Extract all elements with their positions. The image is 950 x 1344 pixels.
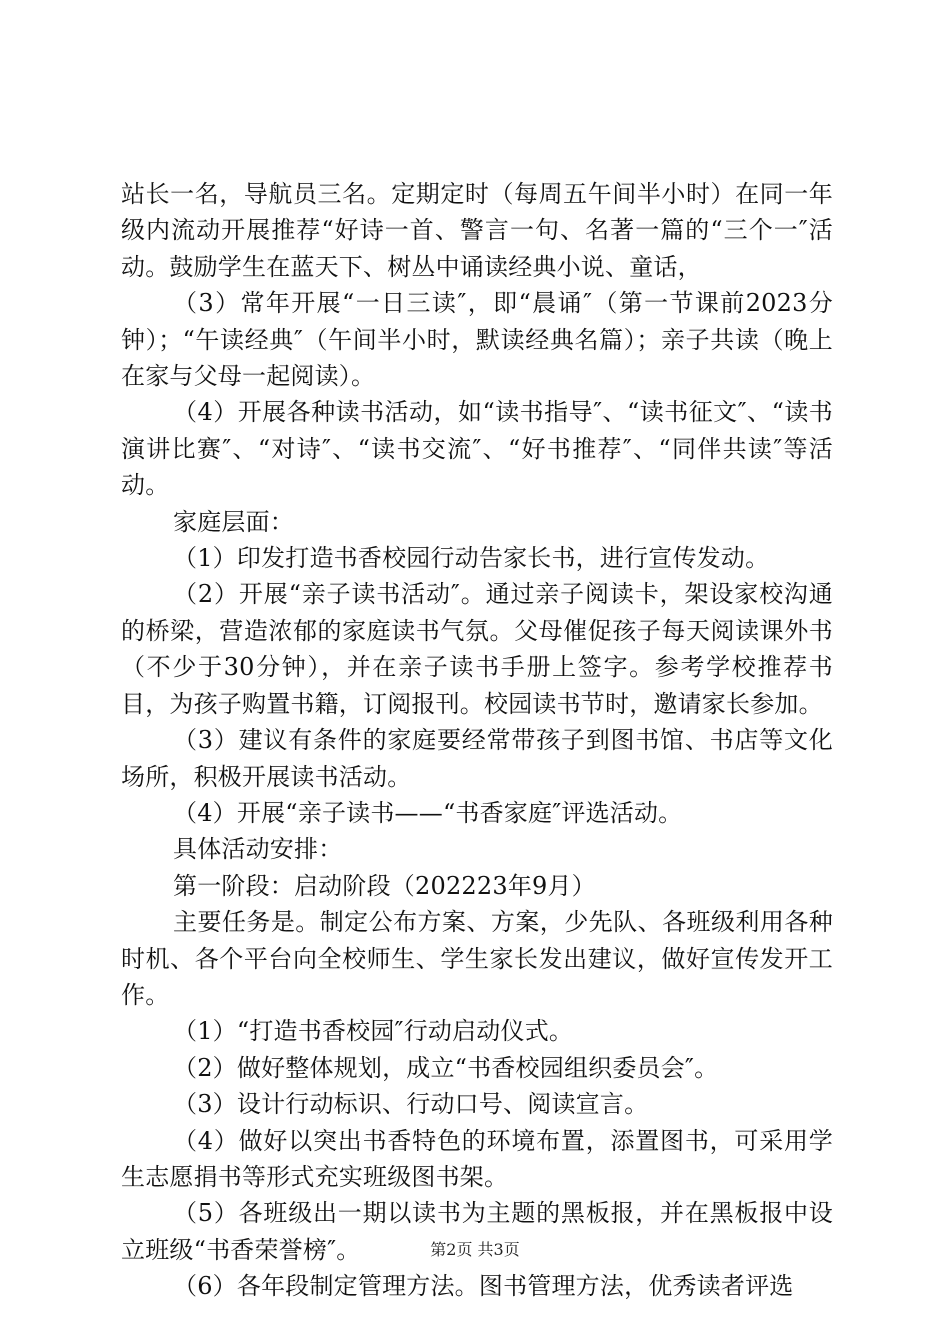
document-body [121, 176, 833, 1305]
page-number-label: 第2页 共3页 [430, 1240, 520, 1259]
paragraph-phase-item-3: （3）设计行动标识、行动口号、阅读宣言。 [173, 1090, 649, 1119]
paragraph-item-3-daily-reading: （3）常年开展“一日三读″，即“晨诵″（第一节课前2023分钟）；“午读经典″（午间半小时，默读经典名篇）；亲子共读（晚上在家与父母一起阅读）。 [121, 289, 833, 391]
paragraph-family-item-2: （2）开展“亲子读书活动″。通过亲子阅读卡，架设家校沟通的桥梁，营造浓郁的家庭读书气氛。父母催促孩子每天阅读课外书（不少于30分钟），并在亲子读书手册上签字。参考学校推荐书目，为孩子购置书籍，订阅报刊。校园读书节时，邀请家长参加。 [121, 580, 833, 718]
paragraph-family-item-3: （3）建议有条件的家庭要经常带孩子到图书馆、书店等文化场所，积极开展读书活动。 [121, 726, 833, 791]
paragraph-phase-item-6: （6）各年段制定管理方法。图书管理方法，优秀读者评选 [173, 1272, 794, 1301]
section-heading-family: 家庭层面： [173, 507, 294, 536]
section-heading-schedule: 具体活动安排： [173, 835, 343, 864]
paragraph-item-4-reading-activities: （4）开展各种读书活动，如“读书指导″、“读书征文″、“读书演讲比赛″、“对诗″、“读书交流″、“好书推荐″、“同伴共读″等活动。 [121, 398, 833, 500]
paragraph-phase-item-5: （5）各班级出一期以读书为主题的黑板报，并在黑板报中设立班级“书香荣誉榜″。 [121, 1199, 833, 1264]
paragraph-continuation: 站长一名，导航员三名。定期定时（每周五午间半小时）在同一年级内流动开展推荐“好诗一首、警言一句、名著一篇的“三个一″活动。鼓励学生在蓝天下、树丛中诵读经典小说、童话， [121, 180, 833, 281]
paragraph-phase-item-1: （1）“打造书香校园″行动启动仪式。 [173, 1017, 574, 1046]
page-footer [0, 1240, 950, 1260]
paragraph-phase-item-2: （2）做好整体规划，成立“书香校园组织委员会″。 [173, 1053, 719, 1082]
paragraph-main-tasks: 主要任务是。制定公布方案、方案，少先队、各班级利用各种时机、各个平台向全校师生、学生家长发出建议，做好宣传发开工作。 [121, 908, 833, 1009]
paragraph-family-item-4: （4）开展“亲子读书——“书香家庭″评选活动。 [173, 798, 683, 827]
paragraph-family-item-1: （1）印发打造书香校园行动告家长书，进行宣传发动。 [173, 544, 770, 573]
paragraph-phase-item-4: （4）做好以突出书香特色的环境布置，添置图书，可采用学生志愿捐书等形式充实班级图书架。 [121, 1126, 833, 1191]
phase-one-heading: 第一阶段：启动阶段（202223年9月） [173, 871, 596, 900]
